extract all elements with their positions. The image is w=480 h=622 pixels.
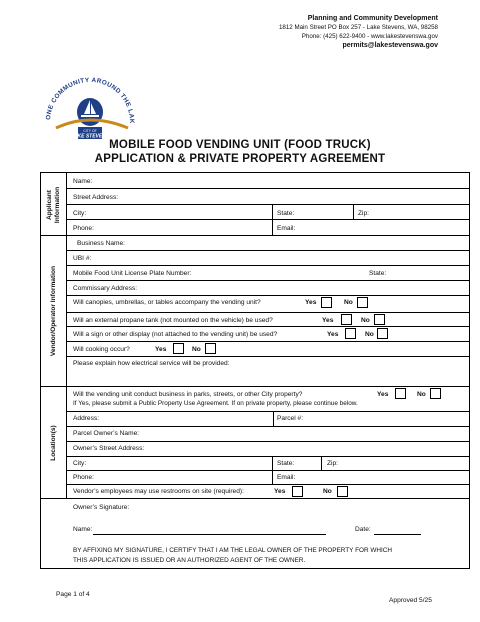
ubi-label: UBI #: xyxy=(73,255,92,262)
electrical-label: Please explain how electrical service will be provided: xyxy=(73,360,230,367)
signature-date-label: Date: xyxy=(355,526,371,533)
applicant-city-label: City: xyxy=(73,210,87,217)
restrooms-yes-label: Yes xyxy=(274,488,286,495)
location-zip-label: Zip: xyxy=(327,460,338,467)
certify-line-2: THIS APPLICATION IS ISSUED OR AN AUTHORIZED AGENT OF THE OWNER. xyxy=(73,557,306,564)
department-name: Planning and Community Development xyxy=(307,15,438,22)
location-email-label: Email: xyxy=(277,474,296,481)
propane-no-checkbox[interactable] xyxy=(374,314,385,325)
certify-line-1: BY AFFIXING MY SIGNATURE, I CERTIFY THAT I AM THE LEGAL OWNER OF THE PROPERTY FOR WHICH xyxy=(73,547,392,554)
parks-question: Will the vending unit conduct business in parks, streets, or other City property? xyxy=(73,391,303,398)
plate-number-label: Mobile Food Unit License Plate Number: xyxy=(73,270,192,277)
applicant-street-label: Street Address: xyxy=(73,194,119,201)
propane-yes-checkbox[interactable] xyxy=(341,314,352,325)
location-phone-label: Phone: xyxy=(73,474,94,481)
approved-date: Approved 5/25 xyxy=(389,597,432,604)
applicant-phone-label: Phone: xyxy=(73,225,94,232)
page-number: Page 1 of 4 xyxy=(56,591,90,598)
logo-city-of: CITY OF xyxy=(83,129,97,133)
applicant-state-label: State: xyxy=(277,210,295,217)
sign-yes-checkbox[interactable] xyxy=(345,328,356,339)
applicant-name-label: Name: xyxy=(73,178,93,185)
logo-city-name: LAKE STEVENS xyxy=(70,133,110,140)
parks-no-checkbox[interactable] xyxy=(430,388,441,399)
parks-yes-checkbox[interactable] xyxy=(395,388,406,399)
signature-name-label: Name: xyxy=(73,526,93,533)
section-applicant-label: Applicant Information xyxy=(46,186,61,224)
restrooms-no-checkbox[interactable] xyxy=(337,486,348,497)
phone-website: Phone: (425) 622-9400 - www.lakestevenswa.gov xyxy=(301,33,438,40)
restrooms-no-label: No xyxy=(323,488,332,495)
contact-block xyxy=(279,14,438,50)
location-city-label: City: xyxy=(73,460,87,467)
sign-yes-label: Yes xyxy=(327,331,339,338)
business-name-label: Business Name: xyxy=(77,240,126,247)
parcel-owner-label: Parcel Owner’s Name: xyxy=(73,430,140,437)
propane-yes-label: Yes xyxy=(322,317,334,324)
restrooms-yes-checkbox[interactable] xyxy=(292,486,303,497)
plate-state-label: State: xyxy=(369,270,387,277)
parcel-number-label: Parcel #: xyxy=(277,415,304,422)
section-vendor-label: Vendor/Operator Information xyxy=(50,265,57,357)
cooking-no-checkbox[interactable] xyxy=(205,343,216,354)
applicant-zip-label: Zip: xyxy=(358,210,369,217)
email-address: permits@lakestevenswa.gov xyxy=(342,42,438,49)
section-location-label: Location(s) xyxy=(50,425,57,461)
propane-no-label: No xyxy=(361,317,370,324)
applicant-email-label: Email: xyxy=(277,225,296,232)
signature-name-line[interactable] xyxy=(93,534,326,535)
owner-street-label: Owner’s Street Address: xyxy=(73,445,145,452)
title-line-1: MOBILE FOOD VENDING UNIT (FOOD TRUCK) xyxy=(109,139,371,151)
title-line-2: APPLICATION & PRIVATE PROPERTY AGREEMENT xyxy=(94,153,386,165)
canopies-question: Will canopies, umbrellas, or tables accompany the vending unit? xyxy=(73,299,261,306)
cooking-yes-checkbox[interactable] xyxy=(173,343,184,354)
propane-question: Will an external propane tank (not mounted on the vehicle) be used? xyxy=(73,317,273,324)
mailing-address: 1812 Main Street PO Box 257 - Lake Stevens, WA, 98258 xyxy=(278,24,438,31)
commissary-label: Commissary Address: xyxy=(73,285,138,292)
canopies-yes-checkbox[interactable] xyxy=(321,297,332,308)
city-logo xyxy=(36,72,144,148)
application-form xyxy=(40,172,470,569)
location-address-label: Address: xyxy=(73,415,100,422)
cooking-question: Will cooking occur? xyxy=(73,346,130,353)
form-title xyxy=(0,138,480,166)
sign-question: Will a sign or other display (not attached to the vending unit) be used? xyxy=(73,331,278,338)
canopies-no-checkbox[interactable] xyxy=(357,297,368,308)
cooking-no-label: No xyxy=(192,346,201,353)
sign-no-label: No xyxy=(365,331,374,338)
sign-no-checkbox[interactable] xyxy=(377,328,388,339)
parks-no-label: No xyxy=(417,391,426,398)
cooking-yes-label: Yes xyxy=(155,346,167,353)
parks-note: If Yes, please submit a Public Property Use Agreement. If on private property, please continue below. xyxy=(73,400,358,407)
canopies-yes-label: Yes xyxy=(305,299,317,306)
restrooms-question: Vendor’s employees may use restrooms on site (required): xyxy=(73,488,244,495)
signature-date-line[interactable] xyxy=(374,534,421,535)
owner-signature-label: Owner’s Signature: xyxy=(73,504,130,511)
parks-yes-label: Yes xyxy=(377,391,389,398)
canopies-no-label: No xyxy=(344,299,353,306)
logo-arc-text: ONE COMMUNITY AROUND THE LAK xyxy=(44,76,136,124)
location-state-label: State: xyxy=(277,460,295,467)
